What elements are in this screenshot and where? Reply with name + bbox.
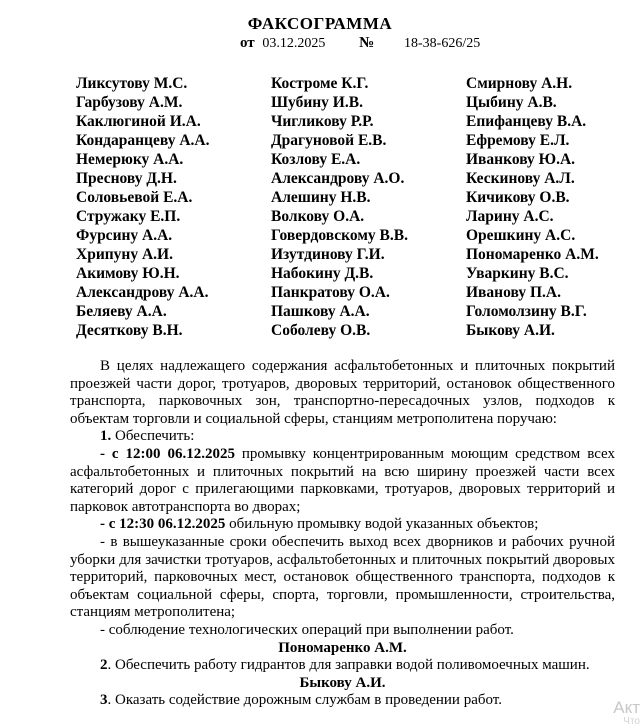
document-meta-line	[240, 35, 480, 52]
recipient-name: Пономаренко А.М.	[466, 246, 599, 263]
recipient-name: Уваркину В.С.	[466, 265, 569, 282]
item-3-text: . Оказать содействие дорожным службам в проведении работ.	[107, 692, 502, 709]
bullet-2-text: обильную промывку водой указанных объектов;	[225, 516, 539, 533]
registration-number: 18-38-626/25	[404, 36, 481, 51]
recipients-column-3	[466, 74, 599, 340]
document-body	[70, 358, 615, 710]
recipient-name: Пашкову А.А.	[271, 303, 370, 320]
recipient-name: Иванову П.А.	[466, 284, 561, 301]
recipient-name: Кондаранцеву А.А.	[76, 132, 210, 149]
recipients-column-2	[271, 74, 408, 340]
bullet-1-time: 12:00 06.12.2025	[125, 445, 235, 462]
item-2	[70, 657, 615, 675]
bullet-3: - в вышеуказанные сроки обеспечить выход всех дворников и рабочих ручной уборки для зачистки тротуаров, асфальтобетонных и плиточных покрытий дворовых территорий, парковочных мест, остановок общественного транспорта, подходов к объектам социальной сферы, спорта, торговли, промышленности, строительства, станциям метрополитена;	[70, 533, 615, 621]
item-1-heading	[70, 428, 615, 446]
recipient-name: Александрову А.А.	[76, 284, 209, 301]
responsible-1: Пономаренко А.М.	[278, 639, 407, 656]
recipient-name: Ефремову Е.Л.	[466, 132, 570, 149]
recipient-name: Соболеву О.В.	[271, 322, 371, 339]
recipient-name: Немерюку А.А.	[76, 151, 184, 168]
recipient-name: Цыбину А.В.	[466, 94, 557, 111]
recipient-name: Преснову Д.Н.	[76, 170, 177, 187]
responsible-2: Быкову А.И.	[299, 674, 386, 691]
activation-watermark-sub: Что	[623, 716, 640, 727]
recipient-name: Ларину А.С.	[466, 208, 554, 225]
recipient-name: Каклюгиной И.А.	[76, 113, 201, 130]
item-3	[70, 692, 615, 710]
from-label: от	[240, 35, 255, 51]
recipient-name: Гарбузову А.М.	[76, 94, 183, 111]
item-1-number: 1.	[100, 428, 112, 445]
bullet-2-time: 12:30 06.12.2025	[119, 516, 226, 533]
recipient-name: Алешину Н.В.	[271, 189, 371, 206]
recipient-name: Стружаку Е.П.	[76, 208, 181, 225]
bullet-1	[70, 446, 615, 516]
document-date: 03.12.2025	[262, 36, 326, 51]
recipient-name: Хрипуну А.И.	[76, 246, 173, 263]
recipient-name: Панкратову О.А.	[271, 284, 390, 301]
recipient-name: Костроме К.Г.	[271, 75, 369, 92]
recipient-name: Драгуновой Е.В.	[271, 132, 387, 149]
recipient-name: Волкову О.А.	[271, 208, 365, 225]
recipient-name: Чигликову Р.Р.	[271, 113, 374, 130]
recipient-name: Епифанцеву В.А.	[466, 113, 587, 130]
recipient-name: Набокину Д.В.	[271, 265, 374, 282]
recipient-name: Козлову Е.А.	[271, 151, 361, 168]
recipient-name: Орешкину А.С.	[466, 227, 576, 244]
intro-paragraph: В целях надлежащего содержания асфальтобетонных и плиточных покрытий проезжей части дорог, тротуаров, дворовых территорий, остановок общественного транспорта, парковочных зон, транспортно-пересадочных узлов, подходов к объектам торговли и социальной сферы, станциям метрополитена поручаю:	[70, 358, 615, 427]
recipient-name: Говердовскому В.В.	[271, 227, 408, 244]
recipient-name: Соловьевой Е.А.	[76, 189, 193, 206]
recipient-name: Ликсутову М.С.	[76, 75, 188, 92]
recipient-name: Кескинову А.Л.	[466, 170, 575, 187]
recipient-name: Беляеву А.А.	[76, 303, 167, 320]
number-sign: №	[359, 35, 375, 51]
bullet-1-prefix: - с	[100, 445, 126, 462]
recipient-name: Фурсину А.А.	[76, 227, 173, 244]
recipient-name: Кичикову О.В.	[466, 189, 570, 206]
item-2-number: 2	[100, 657, 108, 674]
recipient-name: Акимову Ю.Н.	[76, 265, 180, 282]
bullet-4: - соблюдение технологических операций при выполнении работ.	[100, 621, 514, 638]
recipient-name: Голомолзину В.Г.	[466, 303, 587, 320]
item-1-text: Обеспечить:	[111, 428, 195, 445]
recipients-column-1	[76, 74, 209, 340]
recipient-name: Десяткову В.Н.	[76, 322, 183, 339]
recipient-name: Смирнову А.Н.	[466, 75, 573, 92]
recipient-name: Быкову А.И.	[466, 322, 555, 339]
recipient-name: Шубину И.В.	[271, 94, 363, 111]
document-title: ФАКСОГРАММА	[247, 14, 393, 33]
recipient-name: Иванкову Ю.А.	[466, 151, 576, 168]
recipient-name: Изутдинову Г.И.	[271, 246, 385, 263]
bullet-2-prefix: - с	[100, 516, 120, 533]
item-3-number: 3	[100, 692, 108, 709]
recipient-name: Александрову А.О.	[271, 170, 405, 187]
bullet-1-text: промывку концентрированным моющим средством всех асфальтобетонных и плиточных покрытий на всю ширину проезжей части всех категорий дорог с прилегающими парковками, тротуаров, дворовых территорий и парковок автотранспорта во дворах;	[70, 445, 616, 515]
bullet-2	[70, 516, 615, 534]
item-2-text: . Обеспечить работу гидрантов для заправки водой поливомоечных машин.	[107, 657, 590, 674]
activation-watermark: Акт	[613, 698, 640, 717]
